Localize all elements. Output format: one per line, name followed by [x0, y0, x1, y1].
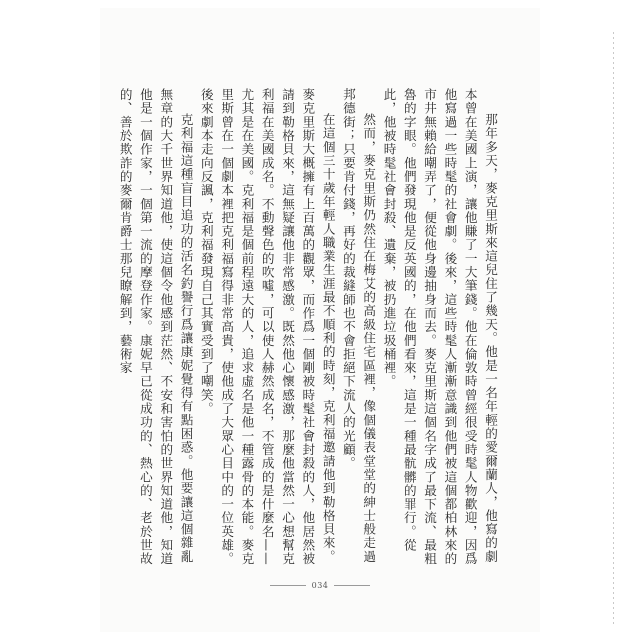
- page-fold-line: [613, 32, 614, 624]
- paragraph: 在這個三十歲年輕人職業生涯最不順利的時刻，克利福邀請他到勒格貝來。麥克里斯大概擁有上百萬的觀眾，而作爲一個剛被時髦社會封殺的人，他居然被請到勒格貝來，這無疑讓他非常感激。既然他心懷感激，那麼他當然一心想幫克利福在美國成名。不動聲色的吹噓，可以使人赫然成名，不管成的是什麼名——尤其是在美國。克利福是個前程遠大的人，追求虛名是他一種露骨的本能。麥克里斯曾在一個劇本裡把克利福寫得非常高貴，使他成了大眾心目中的一位英雄。後來劇本走向反諷，克利福發現自己其實受到了嘲笑。: [198, 88, 336, 566]
- paragraph: 克利福這種盲目追功的活名釣譽行爲讓康妮覺得有點困惑。他要讓這個雜亂無章的大千世界知道他，使這個令他感到茫然、不安和害怕的世界知道他，知道他是一個作家，一個第一流的摩登作家。康妮早已從成功的、熱心的、老於世故的、善於欺詐的麥爾肯爵士那兒瞭解到，藝術家: [117, 88, 194, 566]
- paragraph: 然而，麥克里斯仍然住在梅艾的高級住宅區裡，像個儀表堂堂的紳士般走過邦德街；只要肯付錢，再好的裁縫師也不會拒絕下流人的光顧。: [340, 88, 377, 564]
- paragraph: 那年多天，麥克里斯來這兒住了幾天。他是一名年輕的愛爾蘭人，他寫的劇本曾在美國上演，讓他賺了一大筆錢。他在倫敦時曾經很受時髦人物歡迎，因爲他寫過一些時髦的社會劇。後來，這些時髦人漸漸意識到他們被這個都柏林來的市井無賴給嘲弄了，便從他身邊抽身而去。麥克里斯這個名字成了最下流、最粗魯的字眼。他們發現他是反英國的，在他們看來，這是一種最骯髒的罪行。從此，他被時髦社會封殺、遺棄，被扔進垃圾桶裡。: [381, 88, 498, 566]
- footer-rule-left: [270, 585, 306, 586]
- page-footer: [258, 578, 382, 592]
- vertical-body-text: [117, 88, 500, 572]
- footer-rule-right: [334, 585, 370, 586]
- page-number: 034: [311, 580, 329, 590]
